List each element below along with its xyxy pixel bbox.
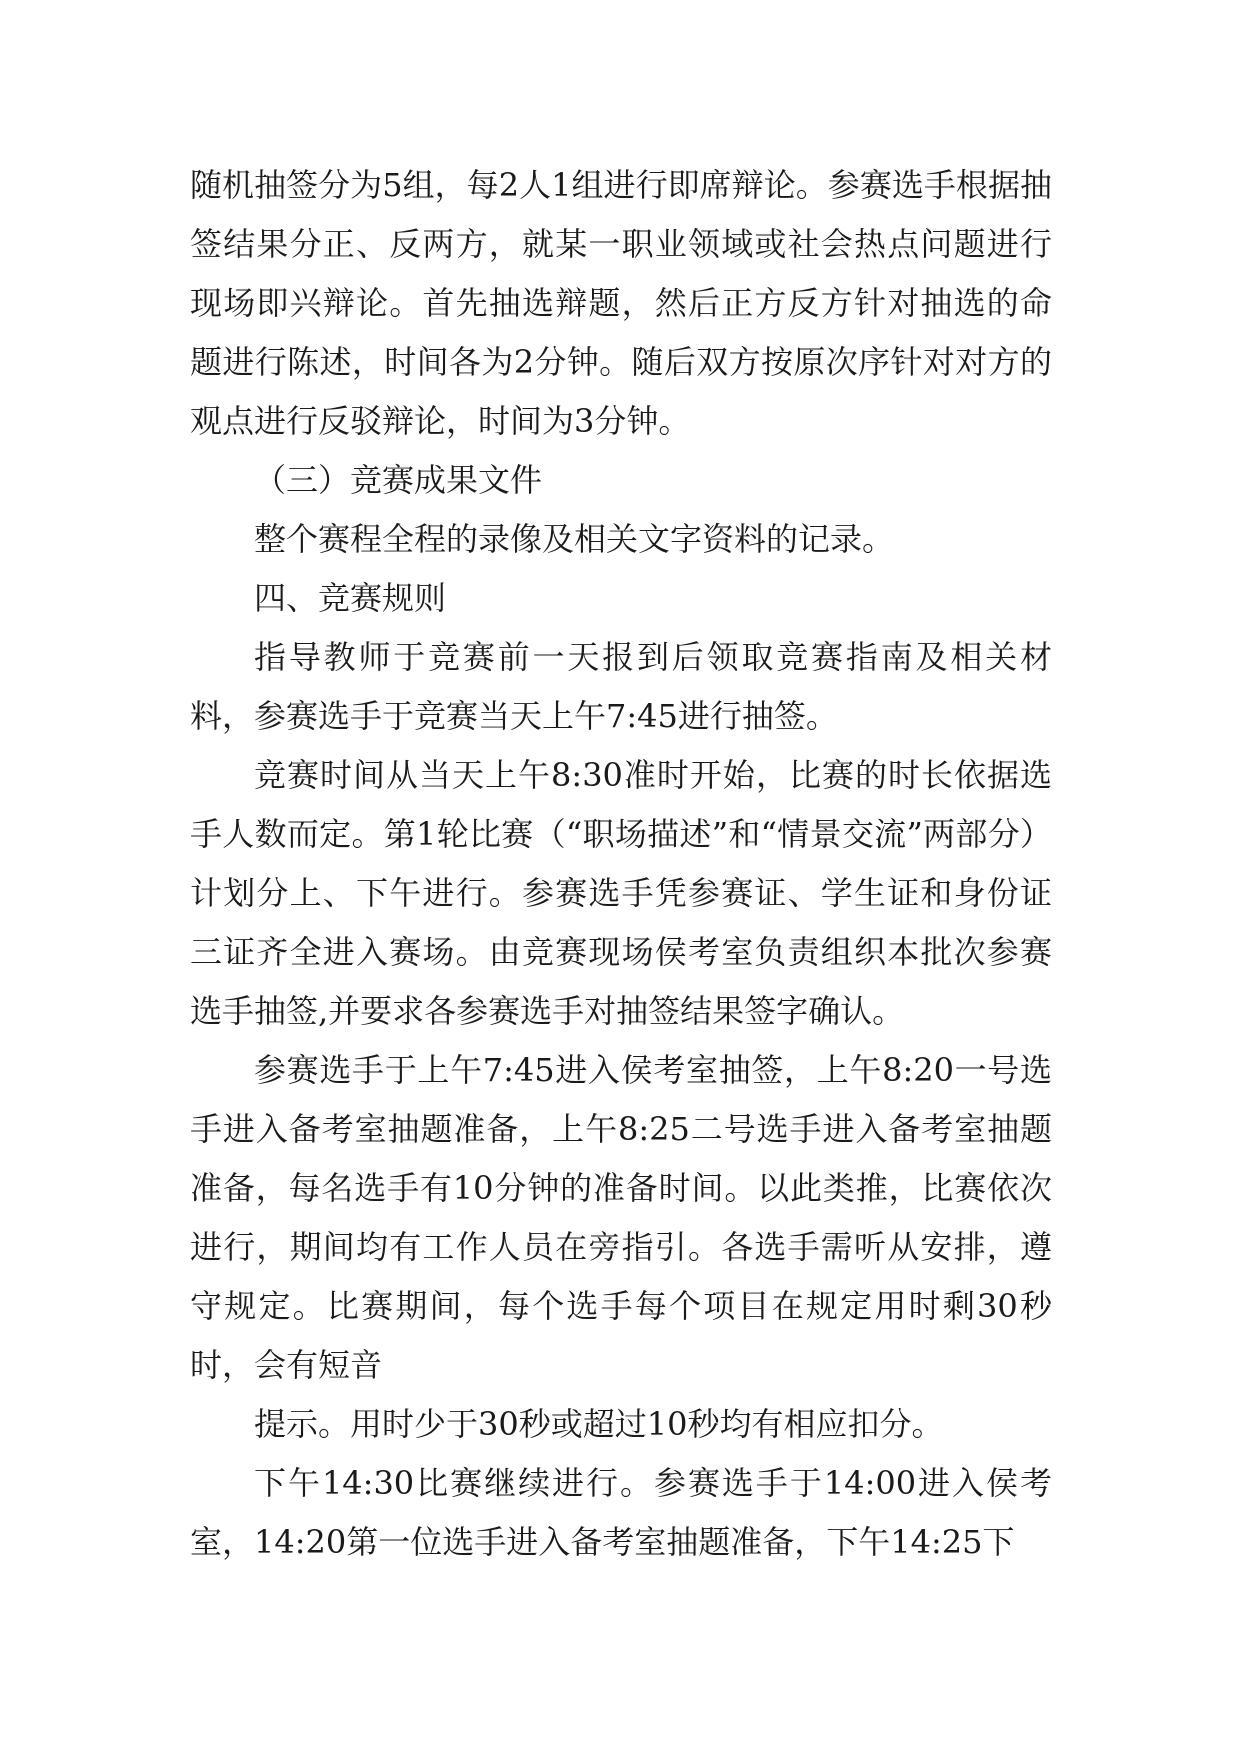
heading-competition-results: （三）竞赛成果文件 bbox=[254, 461, 543, 499]
paragraph-debate-rules: 随机抽签分为5组，每2人1组进行即席辩论。参赛选手根据抽签结果分正、反两方，就某一职业领域或社会热点问题进行现场即兴辩论。首先抽选辩题，然后正方反方针对抽选的命题进行陈述，时间各为2分钟。随后双方按原次序针对对方的观点进行反驳辩论，时间为3分钟。 bbox=[190, 166, 1052, 440]
paragraph-results-content: 整个赛程全程的录像及相关文字资料的记录。 bbox=[254, 520, 895, 558]
paragraph-time-prompt: 提示。用时少于30秒或超过10秒均有相应扣分。 bbox=[254, 1405, 944, 1443]
document-body bbox=[190, 156, 1052, 1572]
paragraph-teacher-checkin: 指导教师于竞赛前一天报到后领取竞赛指南及相关材料，参赛选手于竞赛当天上午7:45进行抽签。 bbox=[190, 638, 1052, 735]
paragraph-competition-time: 竞赛时间从当天上午8:30准时开始，比赛的时长依据选手人数而定。第1轮比赛（“职场描述”和“情景交流”两部分）计划分上、下午进行。参赛选手凭参赛证、学生证和身份证三证齐全进入赛场。由竞赛现场侯考室负责组织本批次参赛选手抽签,并要求各参赛选手对抽签结果签字确认。 bbox=[190, 756, 1052, 1030]
paragraph-afternoon-schedule: 下午14:30比赛继续进行。参赛选手于14:00进入侯考室，14:20第一位选手进入备考室抽题准备，下午14:25下 bbox=[190, 1464, 1052, 1561]
paragraph-morning-schedule: 参赛选手于上午7:45进入侯考室抽签，上午8:20一号选手进入备考室抽题准备，上午8:25二号选手进入备考室抽题准备，每名选手有10分钟的准备时间。以此类推，比赛依次进行，期间均有工作人员在旁指引。各选手需听从安排，遵守规定。比赛期间，每个选手每个项目在规定用时剩30秒时，会有短音 bbox=[190, 1051, 1052, 1384]
heading-competition-rules: 四、竞赛规则 bbox=[254, 579, 447, 617]
